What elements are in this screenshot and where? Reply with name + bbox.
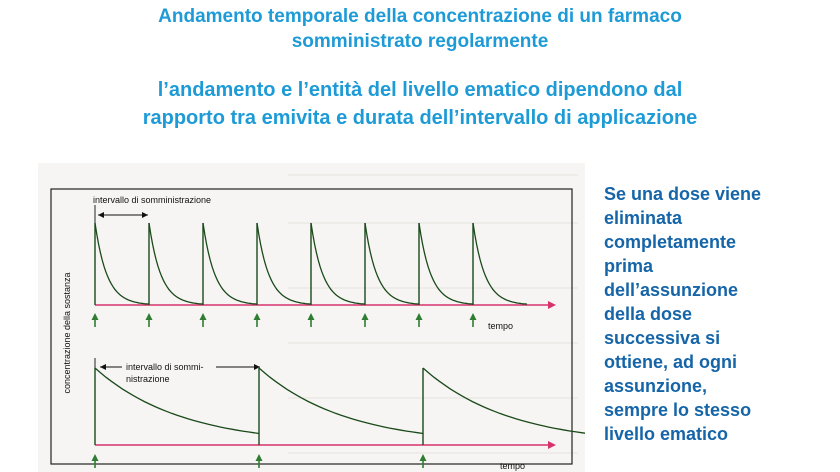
- title-line-1: Andamento temporale della concentrazione di un farmaco: [158, 6, 682, 27]
- subtitle-line-1: l’andamento e l’entità del livello ematico dipendono dal: [157, 79, 683, 101]
- side-note-line: assunzione,: [604, 376, 708, 396]
- bottom-interval-label-line1: intervallo di sommi-: [126, 362, 204, 372]
- side-note-line: completamente: [604, 232, 737, 252]
- side-note-line: successiva si: [604, 328, 721, 348]
- side-note-line: dell’assunzione: [604, 280, 739, 300]
- side-note-line: prima: [604, 256, 654, 276]
- side-note-line: ottiene, ad ogni: [604, 352, 737, 372]
- side-note-line: eliminata: [604, 208, 683, 228]
- side-note: [604, 182, 794, 446]
- bottom-x-label: tempo: [500, 461, 526, 471]
- slide-title: [0, 4, 840, 54]
- title-line-2: somministrato regolarmente: [291, 31, 549, 52]
- pharmacokinetics-figure: [38, 163, 585, 472]
- y-axis-label: concentrazione della sostanza: [62, 272, 72, 394]
- slide-subtitle: [0, 76, 840, 132]
- side-note-line: della dose: [604, 304, 693, 324]
- top-interval-label: intervallo di somministrazione: [93, 195, 212, 205]
- subtitle-line-2: rapporto tra emivita e durata dell’intervallo di applicazione: [142, 107, 698, 129]
- bottom-interval-label-line2: nistrazione: [126, 374, 170, 384]
- side-note-line: sempre lo stesso: [604, 400, 752, 420]
- top-x-label: tempo: [488, 321, 514, 331]
- side-note-line: livello ematico: [604, 424, 729, 444]
- side-note-line: Se una dose viene: [604, 184, 762, 204]
